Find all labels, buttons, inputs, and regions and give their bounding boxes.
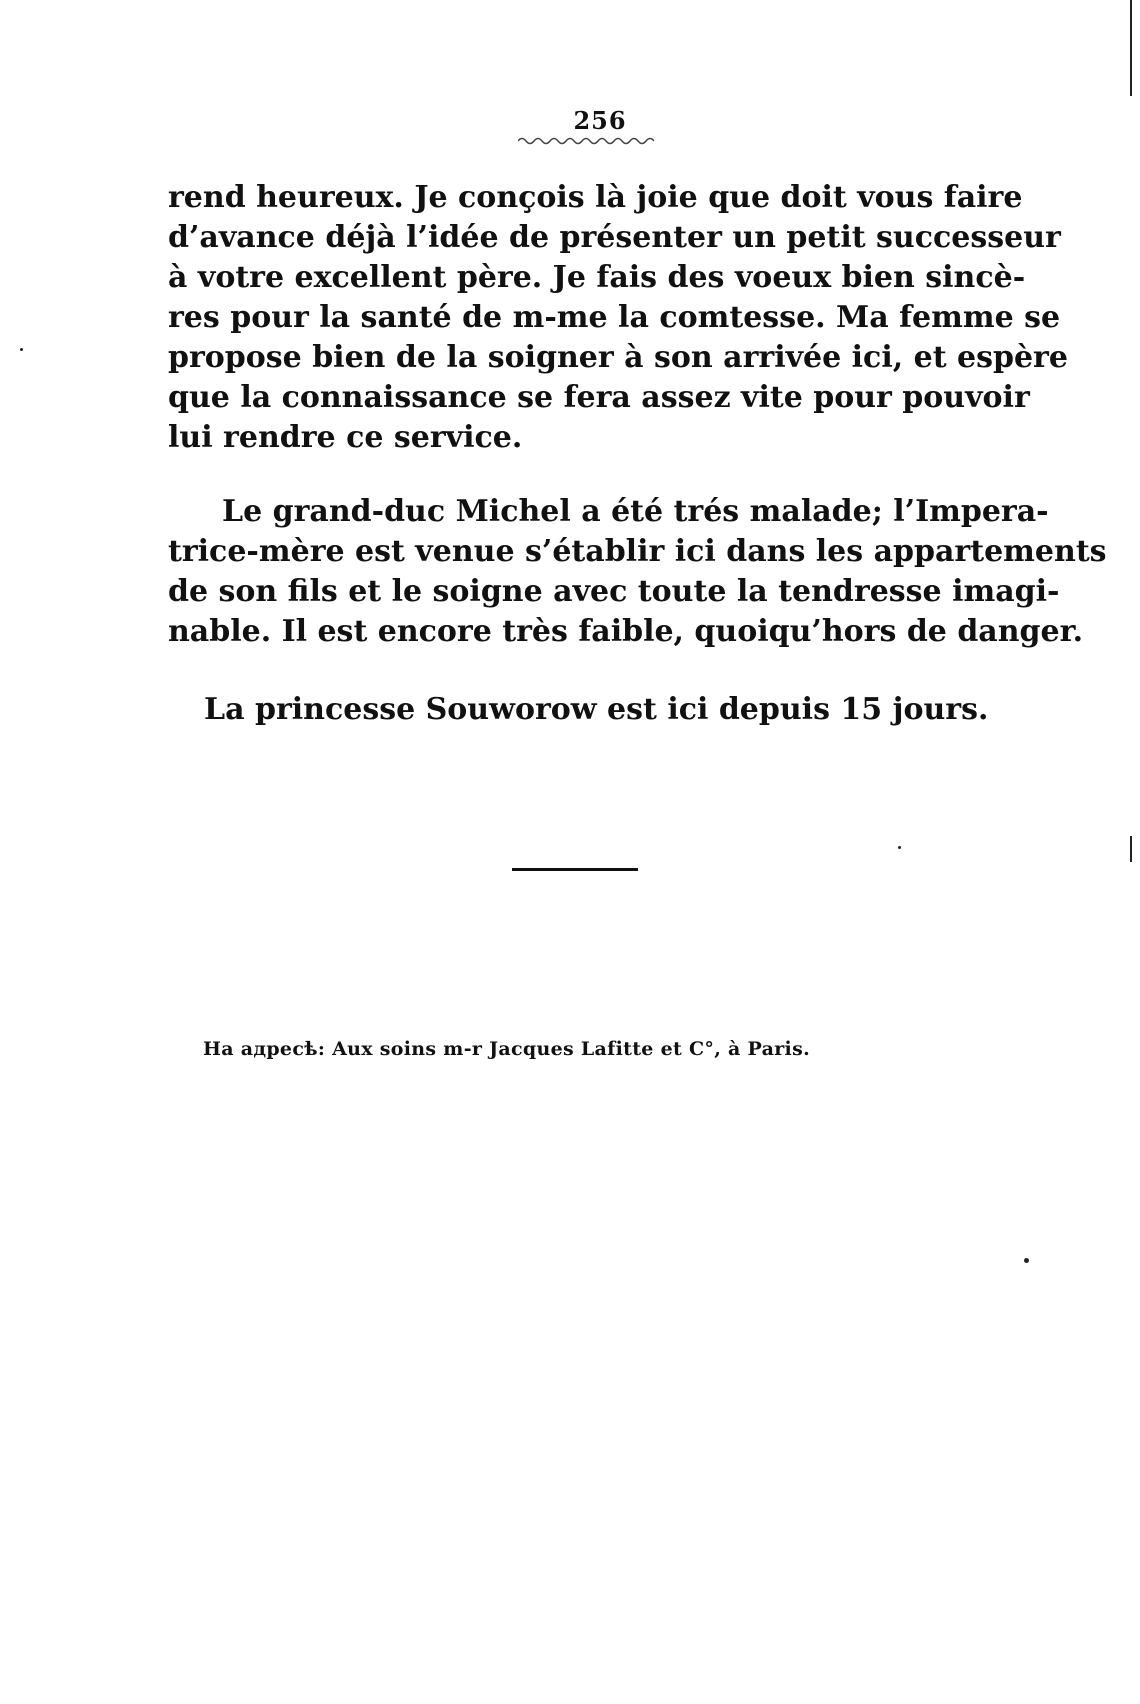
section-divider-rule <box>512 868 638 871</box>
scan-speck <box>898 846 901 849</box>
text-line: propose bien de la soigner à son arrivée ici, et espère <box>168 340 1068 375</box>
text-line: rend heureux. Je conçois là joie que doit vous faire <box>168 180 1023 215</box>
address-note: На адресѣ: Aux soins m-r Jacques Lafitte et C°, à Paris. <box>203 1038 810 1060</box>
text-line: trice-mère est venue s’établir ici dans les appartements <box>168 534 1107 569</box>
text-line: à votre excellent père. Je fais des voeux bien sincè- <box>168 260 1026 295</box>
text-line: lui rendre ce service. <box>168 420 523 455</box>
scan-edge-mark <box>1130 0 1132 96</box>
scan-speck <box>1024 1258 1029 1263</box>
paragraph-1 <box>168 178 1068 458</box>
wavy-ornament-rule <box>518 134 654 148</box>
paragraph-2 <box>168 492 1107 652</box>
text-line: de son fils et le soigne avec toute la tendresse imagi- <box>168 574 1060 609</box>
text-line: La princesse Souworow est ici depuis 15 jours. <box>204 692 989 727</box>
paragraph-3 <box>168 690 1002 730</box>
scan-speck <box>20 348 23 351</box>
page-number: 256 <box>573 106 627 135</box>
text-line: res pour la santé de m-me la comtesse. Ma femme se <box>168 300 1061 335</box>
text-line: Le grand-duc Michel a été trés malade; l’Impera- <box>222 494 1049 529</box>
text-line: nable. Il est encore très faible, quoiqu’hors de danger. <box>168 614 1084 649</box>
scan-edge-mark <box>1130 836 1132 862</box>
text-line: que la connaissance se fera assez vite pour pouvoir <box>168 380 1030 415</box>
text-line: d’avance déjà l’idée de présenter un petit successeur <box>168 220 1061 255</box>
